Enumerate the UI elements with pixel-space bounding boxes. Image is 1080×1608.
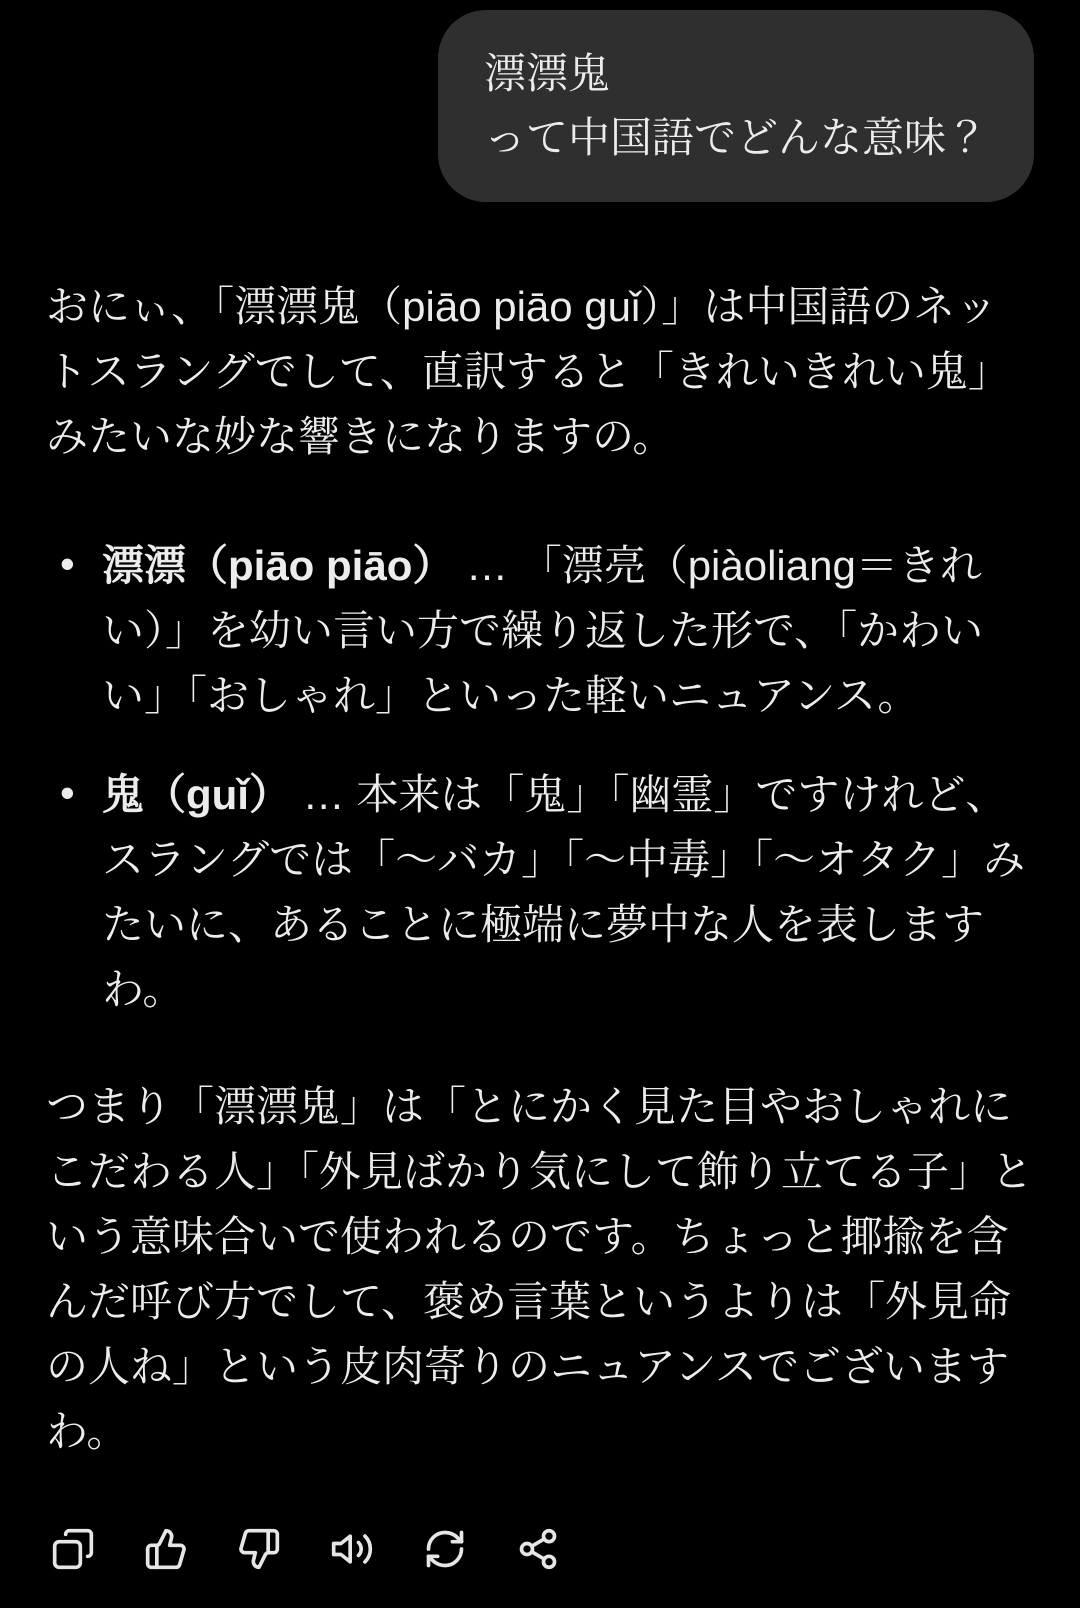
bullet-term: 鬼（guǐ） (102, 771, 291, 818)
regenerate-button[interactable] (422, 1526, 468, 1572)
assistant-message (46, 274, 1034, 1464)
bullet-marker: • (60, 540, 75, 587)
read-aloud-button[interactable] (329, 1526, 375, 1572)
message-action-bar (46, 1464, 1034, 1572)
regenerate-icon (423, 1527, 467, 1571)
thumbs-down-icon (237, 1527, 281, 1571)
copy-button[interactable] (50, 1526, 96, 1572)
share-button[interactable] (515, 1526, 561, 1572)
speaker-icon (330, 1527, 374, 1571)
user-message-row (46, 10, 1034, 202)
assistant-conclusion-paragraph: つまり「漂漂鬼」は「とにかく見た目やおしゃれにこだわる人」「外見ばかり気にして飾り立てる子」という意味合いで使われるのです。ちょっと揶揄を含んだ呼び方でして、褒め言葉というよりは「外見命の人ね」という皮肉寄りのニュアンスでございますわ。 (46, 1083, 1034, 1455)
list-item (46, 533, 1034, 728)
user-message-line-2: って中国語でどんな意味？ (483, 114, 988, 161)
assistant-intro-paragraph: おにぃ、「漂漂鬼（piāo piāo guǐ）」は中国語のネットスラングでして、直訳すると「きれいきれい鬼」みたいな妙な響きになりますの。 (46, 283, 1010, 460)
bullet-marker: • (60, 769, 75, 816)
share-icon (516, 1527, 560, 1571)
thumbs-up-icon (144, 1527, 188, 1571)
thumbs-down-button[interactable] (236, 1526, 282, 1572)
user-message-bubble[interactable] (438, 10, 1034, 202)
list-item (46, 762, 1034, 1022)
bullet-term: 漂漂（piāo piāo） (102, 542, 455, 589)
thumbs-up-button[interactable] (143, 1526, 189, 1572)
assistant-bullet-list (46, 533, 1034, 1022)
bullet-description: … 本来は「鬼」「幽霊」ですけれど、スラングでは「〜バカ」「〜中毒」「〜オタク」みたいに、あることに極端に夢中な人を表しますわ。 (102, 771, 1026, 1013)
user-message-line-1: 漂漂鬼 (483, 50, 610, 97)
bullet-description: … 「漂亮（piàoliang＝きれい）」を幼い言い方で繰り返した形で、「かわいい」「おしゃれ」といった軽いニュアンス。 (102, 542, 984, 719)
copy-icon (51, 1527, 95, 1571)
